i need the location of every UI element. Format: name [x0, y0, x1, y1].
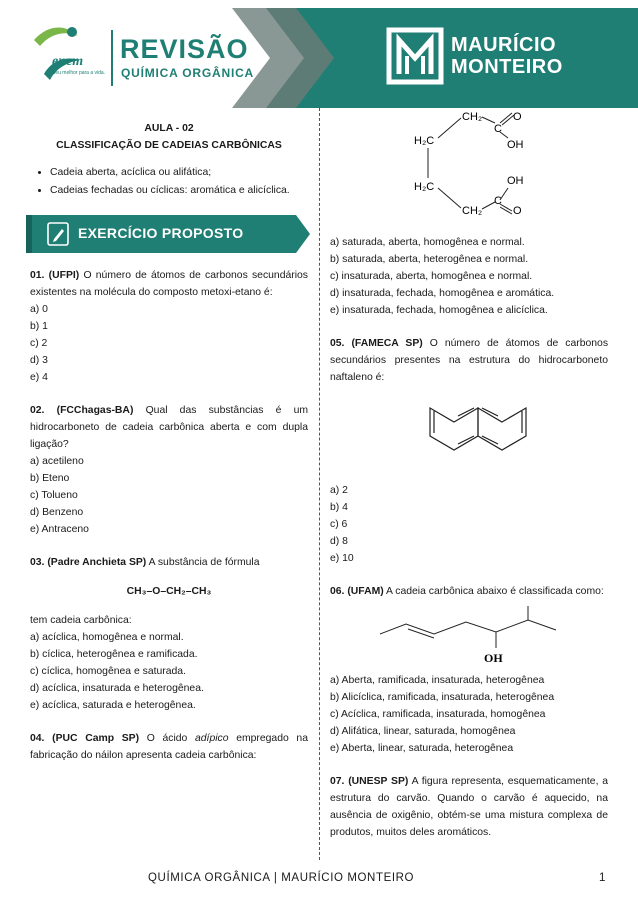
question-number: 05.: [330, 338, 345, 349]
question-number: 02.: [30, 405, 45, 416]
option: a) Aberta, ramificada, insaturada, heterogênea: [330, 675, 545, 686]
question-number: 01.: [30, 270, 45, 281]
question-number: 06.: [330, 586, 345, 597]
option: c) 6: [330, 519, 348, 530]
structure-label: OH: [484, 651, 503, 665]
option: c) cíclica, homogênea e saturada.: [30, 666, 186, 677]
question-source: (UNESP SP): [348, 776, 409, 787]
option: d) 3: [30, 355, 48, 366]
lesson-bullets: [30, 164, 308, 199]
question-3: [30, 554, 308, 571]
option: e) Antraceno: [30, 524, 89, 535]
question-text: A substância de fórmula: [148, 557, 260, 568]
banner-title: REVISÃO: [120, 34, 249, 64]
question-text: O número de átomos de carbonos secundários existentes na molécula do composto metoxi-etano é:: [30, 270, 309, 298]
option: a) acetileno: [30, 456, 84, 467]
option: b) saturada, aberta, heterogênea e normal.: [330, 254, 529, 265]
structure-label: CH₂: [462, 205, 483, 217]
question-text: O ácido: [146, 733, 188, 744]
question-text: A figura representa, esquematicamente, a estrutura do carvão. Quando o carvão é aquecido, na ausência de oxigênio, obtém-se uma mistura complexa de produtos, muitos deles aromáticos.: [330, 776, 608, 838]
question-4: [30, 730, 308, 764]
banner-subtitle: QUÍMICA ORGÂNICA: [121, 66, 255, 80]
question-source: (FAMECA SP): [351, 338, 423, 349]
naphthalene-structure: [330, 392, 608, 474]
option: c) Acíclica, ramificada, insaturada, homogênea: [330, 709, 546, 720]
option: d) Alifática, linear, saturada, homogênea: [330, 726, 516, 737]
footer: [0, 872, 638, 892]
column-divider: [319, 108, 320, 860]
question-text: empregado na fabricação do náilon apresenta cadeia carbônica:: [30, 733, 308, 761]
chemical-formula: CH₃–O–CH₂–CH₃: [126, 586, 212, 597]
page-number: 1: [599, 872, 606, 884]
exercise-banner: [26, 215, 310, 253]
right-column: [330, 108, 608, 841]
header-banner: [0, 0, 638, 112]
option: e) acíclica, saturada e heterogênea.: [30, 700, 196, 711]
option: e) 4: [30, 372, 48, 383]
option: a) 2: [330, 485, 348, 496]
option: b) cíclica, heterogênea e ramificada.: [30, 649, 198, 660]
option: b) Alicíclica, ramificada, insaturada, heterogênea: [330, 692, 555, 703]
left-column: [30, 120, 308, 764]
question-source: (PUC Camp SP): [52, 733, 140, 744]
question-source: (UFPI): [48, 270, 80, 281]
lesson-subtitle: CLASSIFICAÇÃO DE CADEIAS CARBÔNICAS: [56, 140, 282, 151]
structure-label: C: [494, 123, 502, 135]
structure-label: OH: [507, 139, 524, 151]
question-source: (FCChagas-BA): [56, 405, 134, 416]
option: b) 1: [30, 321, 48, 332]
question-text-continued: tem cadeia carbônica:: [30, 615, 132, 626]
structure-label: CH₂: [462, 111, 483, 123]
structure-label: OH: [507, 175, 524, 187]
option: d) acíclica, insaturada e heterogênea.: [30, 683, 204, 694]
bullet-item: • Cadeias fechadas ou cíclicas: aromática e alicíclica.: [50, 182, 308, 199]
option: b) Eteno: [30, 473, 70, 484]
question-text: A cadeia carbônica abaixo é classificada como:: [386, 586, 604, 597]
skeletal-chain-structure: [330, 604, 608, 666]
question-1: [30, 267, 308, 301]
option: e) 10: [330, 553, 354, 564]
brand-name-line2: MONTEIRO: [451, 56, 563, 78]
question-number: 07.: [330, 776, 345, 787]
option: c) Tolueno: [30, 490, 78, 501]
question-7: [330, 773, 608, 841]
option: d) 8: [330, 536, 348, 547]
option: a) saturada, aberta, homogênea e normal.: [330, 237, 525, 248]
adipic-acid-structure: [330, 108, 608, 228]
option: d) insaturada, fechada, homogênea e aromática.: [330, 288, 555, 299]
structure-label: H₂C: [414, 135, 435, 147]
structure-label: C: [494, 195, 502, 207]
structure-label: O: [513, 111, 522, 123]
option: e) insaturada, fechada, homogênea e alicíclica.: [330, 305, 548, 316]
question-number: 03.: [30, 557, 45, 568]
option: d) Benzeno: [30, 507, 84, 518]
question-text: Qual das substâncias é um hidrocarboneto de cadeia carbônica aberta e com dupla ligação?: [30, 405, 309, 450]
question-2: [30, 402, 308, 453]
option: a) 0: [30, 304, 48, 315]
question-6: [330, 583, 608, 600]
question-source: (UFAM): [347, 586, 384, 597]
lesson-title: AULA - 02: [144, 123, 194, 134]
option: c) 2: [30, 338, 48, 349]
question-5: [330, 335, 608, 386]
bullet-item: • Cadeia aberta, acíclica ou alifática;: [50, 164, 308, 181]
option: b) 4: [330, 502, 348, 513]
enem-tagline: Seu melhor para a vida.: [52, 70, 106, 76]
exercise-banner-title: EXERCÍCIO PROPOSTO: [78, 225, 244, 241]
option: e) Aberta, linear, saturada, heterogênea: [330, 743, 514, 754]
question-source: (Padre Anchieta SP): [47, 557, 147, 568]
structure-label: O: [513, 205, 522, 217]
question-text-italic: adípico: [195, 733, 229, 744]
question-text: O número de átomos de carbonos secundários presentes na estrutura do hidrocarboneto naftaleno é:: [330, 338, 609, 383]
option: a) acíclica, homogênea e normal.: [30, 632, 184, 643]
option: c) insaturada, aberta, homogênea e normal.: [330, 271, 533, 282]
enem-logo-text: enem: [52, 54, 84, 69]
question-number: 04.: [30, 733, 45, 744]
structure-label: H₂C: [414, 181, 435, 193]
brand-name-line1: MAURÍCIO: [451, 34, 557, 56]
footer-text: QUÍMICA ORGÂNICA | MAURÍCIO MONTEIRO: [148, 872, 415, 884]
